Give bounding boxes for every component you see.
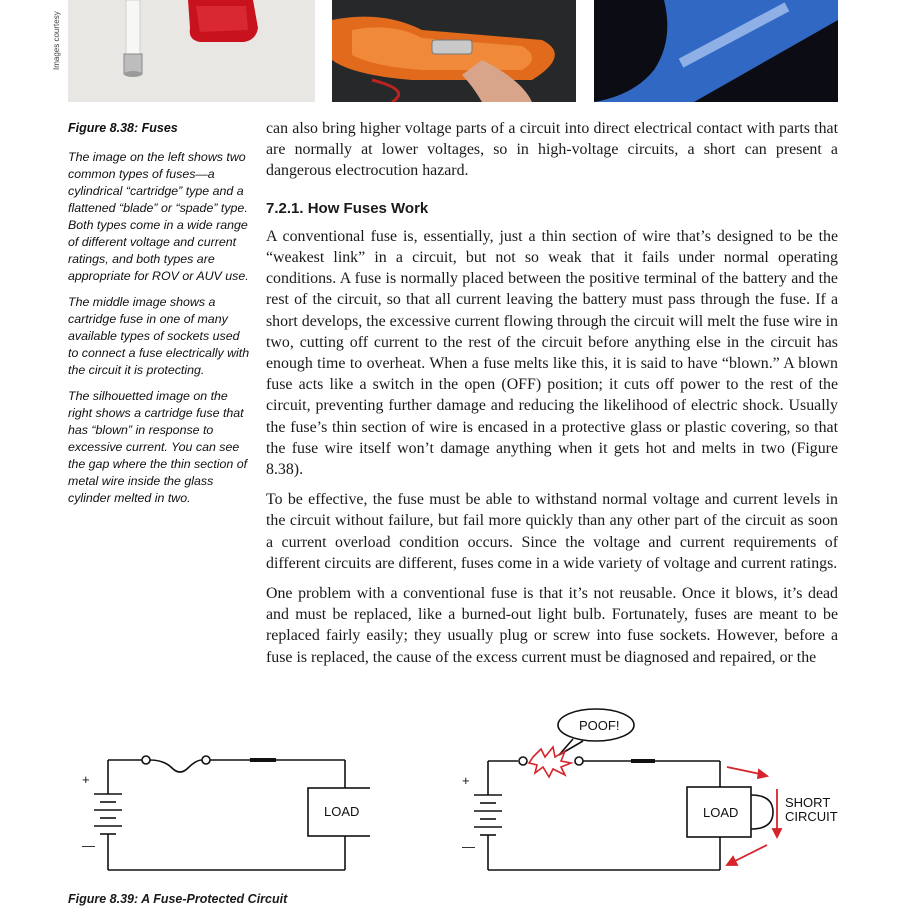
- short-circuit-diagram: [455, 705, 865, 880]
- intro-paragraph: can also bring higher voltage parts of a circuit into direct electrical contact with parts that are normally at lower voltages, so in high-voltage circuits, a short can present a dangerous electrocution hazard.: [266, 120, 838, 180]
- fuse-socket-photo: [332, 0, 576, 102]
- blown-fuse-burst: [529, 747, 571, 777]
- body-text-column: [266, 118, 838, 677]
- plus-sign: +: [82, 772, 90, 787]
- minus-sign: —: [462, 839, 475, 854]
- minus-sign: —: [82, 838, 95, 853]
- section-heading: 7.2.1. How Fuses Work: [266, 199, 429, 217]
- short-label: SHORT: [785, 795, 831, 810]
- fuse-circuit-diagram: [80, 730, 370, 880]
- plus-sign: +: [462, 773, 470, 788]
- figure-caption-column: [68, 120, 252, 516]
- blown-fuse-photo: [594, 0, 838, 102]
- load-label: LOAD: [324, 804, 360, 819]
- caption-paragraph: The image on the left shows two common types of fuses—a cylindrical “cartridge” type and a flattened “blade” or “spade” type. Both types come in a wide range of different voltage and current ratings, and both types are appropriate for ROV or AUV use.: [68, 150, 249, 283]
- body-paragraph: One problem with a conventional fuse is that it’s not reusable. Once it blows, it’s dead and must be replaced, like a burned-out light bulb. Fortunately, fuses are meant to be replaced fairly easily; they usually plug or screw into fuse sockets. However, before a fuse is replaced, the cause of the excess current must be diagnosed and repaired, or the: [266, 585, 838, 666]
- caption-paragraph: The middle image shows a cartridge fuse in one of many available types of sockets used to connect a fuse electrically with the circuit it is protecting.: [68, 295, 250, 377]
- caption-paragraph: The silhouetted image on the right shows a cartridge fuse that has “blown” in response to excessive current. You can see the gap where the thin section of metal wire inside the glass cylinder melted in two.: [68, 389, 248, 505]
- figure-title: Figure 8.38: Fuses: [68, 121, 178, 135]
- circuit-label: CIRCUIT: [785, 809, 838, 824]
- body-paragraph: A conventional fuse is, essentially, just a thin section of wire that’s designed to be the “weakest link” in a circuit, but not so weak that it fails under normal operating conditions. A fuse is normally placed between the positive terminal of the battery and the rest of the circuit, so that all current leaving the battery must pass through the fuse. If a short develops, the excessive current flowing through the circuit will melt the fuse wire in two, cutting off current to the rest of the circuit before anything else in the circuit has enough time to overheat. When a fuse melts like this, it is said to have “blown.” A blown fuse acts like a switch in the open (OFF) position; it cuts off power to the rest of the circuit, preventing further damage and reducing the likelihood of electric shock. Usually the fuse’s thin section of wire is encased in a protective glass or plastic covering, so that the fuse wire itself won’t damage anything when it gets hot and melts in two (Figure 8.38).: [266, 227, 838, 479]
- image-credit: Images courtesy: [52, 11, 61, 70]
- load-label: LOAD: [703, 805, 739, 820]
- fuses-photo: [68, 0, 315, 102]
- figure-8-39-caption: Figure 8.39: A Fuse-Protected Circuit: [68, 892, 288, 906]
- poof-label: POOF!: [579, 718, 620, 733]
- body-paragraph: To be effective, the fuse must be able to withstand normal voltage and current levels in the circuit without failure, but fail more quickly than any other part of the circuit as soon a current overload condition occurs. Since the voltage and current requirements of different circuits are different, fuses come in a wide variety of voltage and current ratings.: [266, 491, 838, 572]
